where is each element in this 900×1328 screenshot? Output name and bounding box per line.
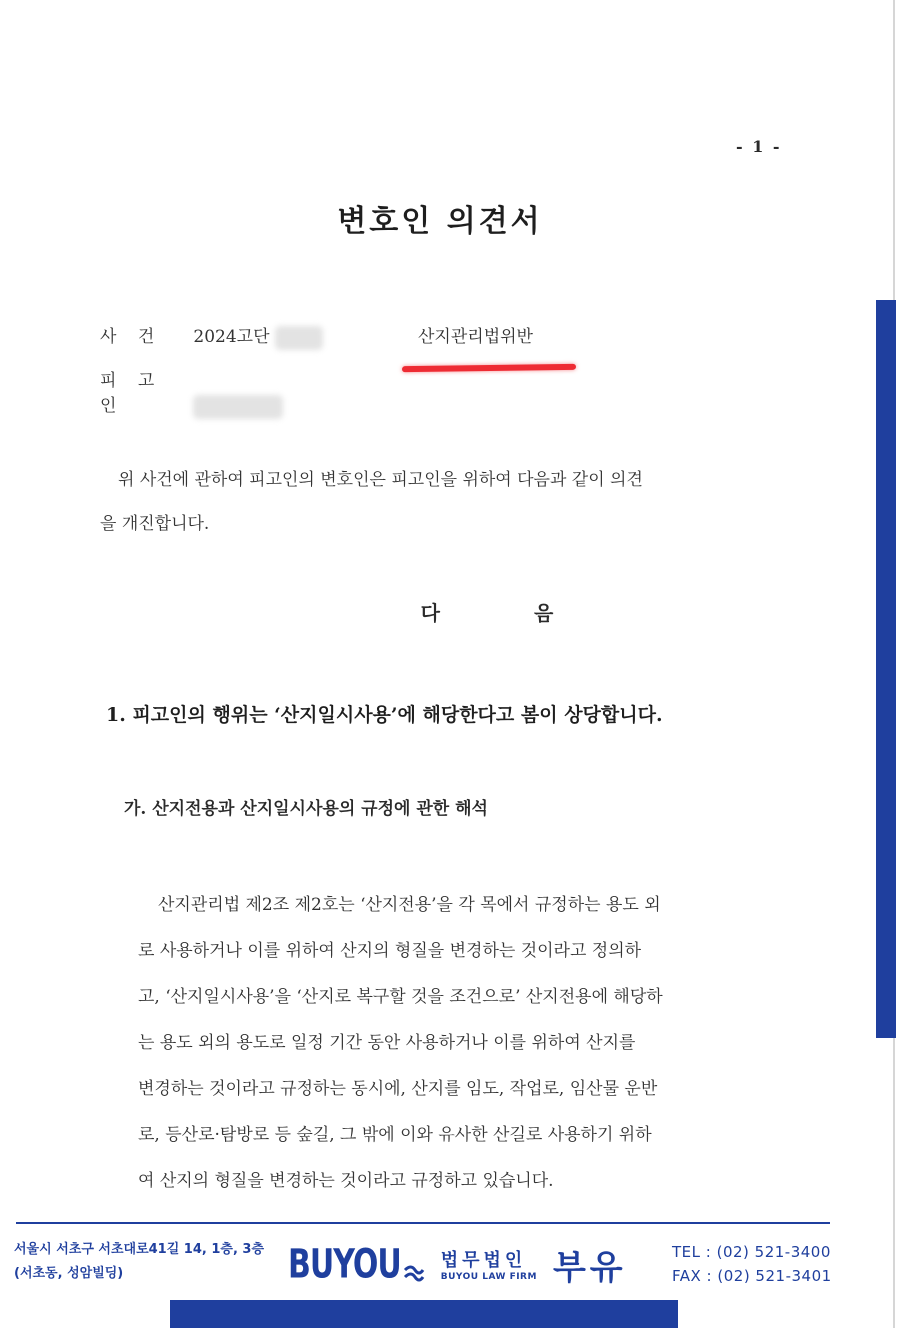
firm-type-ko: 법무법인 — [440, 1250, 527, 1271]
fax-number: FAX : (02) 521-3401 — [672, 1267, 832, 1285]
footer-contact — [672, 1240, 832, 1288]
defendant-row — [100, 366, 283, 419]
body-paragraph — [138, 882, 774, 1204]
defendant-label: 피 고 인 — [100, 371, 163, 416]
section-title: 다음 — [420, 601, 648, 625]
red-highlight-underline — [402, 364, 576, 372]
intro-line: 을 개진합니다. — [100, 514, 210, 534]
body-line: 고, ‘산지일시사용’을 ‘산지로 복구할 것을 조건으로’ 산지전용에 해당하 — [138, 987, 663, 1007]
case-row — [100, 322, 323, 350]
redacted-case-number — [275, 326, 323, 350]
case-label: 사 건 — [100, 327, 163, 347]
body-line: 는 용도 외의 용도로 일정 기간 동안 사용하거나 이를 위하여 산지를 — [138, 1033, 636, 1053]
firm-logo-text — [441, 1246, 537, 1282]
intro-line: 위 사건에 관하여 피고인의 변호인은 피고인을 위하여 다음과 같이 의견 — [118, 470, 643, 490]
document-title: 변호인 의견서 — [337, 204, 543, 239]
body-line: 로 사용하거나 이를 위하여 산지의 형질을 변경하는 것이라고 정의하 — [138, 941, 642, 961]
address-line: 서울시 서초구 서초대로41길 14, 1층, 3층 — [14, 1242, 265, 1257]
case-name: 산지관리법위반 — [418, 327, 533, 347]
side-accent-bar — [876, 300, 896, 1038]
firm-name-ko: 부유 — [552, 1247, 627, 1288]
firm-logo — [288, 1236, 627, 1292]
heading-2: 가. 산지전용과 산지일시사용의 규정에 관한 해석 — [124, 799, 488, 819]
body-line: 산지관리법 제2조 제2호는 ‘산지전용’을 각 목에서 규정하는 용도 외 — [158, 895, 661, 915]
case-number: 2024고단 — [193, 327, 270, 347]
page-number: - 1 - — [736, 137, 782, 156]
footer-address — [14, 1238, 264, 1286]
heading-1: 1. 피고인의 행위는 ‘산지일시사용’에 해당한다고 봄이 상당합니다. — [106, 704, 663, 726]
address-line: (서초동, 성암빌딩) — [14, 1266, 124, 1281]
tel-number: TEL : (02) 521-3400 — [672, 1243, 831, 1261]
footer-divider — [16, 1222, 830, 1224]
bottom-accent-bar — [170, 1300, 678, 1328]
body-line: 변경하는 것이라고 규정하는 동시에, 산지를 임도, 작업로, 임산물 운반 — [138, 1079, 658, 1099]
intro-paragraph — [100, 458, 780, 546]
redacted-defendant-name — [193, 395, 283, 419]
body-line: 여 산지의 형질을 변경하는 것이라고 규정하고 있습니다. — [138, 1171, 554, 1191]
firm-name-en: BUYOU LAW FIRM — [440, 1272, 537, 1282]
firm-logo-mark: BUYOU — [288, 1240, 401, 1288]
wave-logo-icon — [403, 1244, 425, 1284]
body-line: 로, 등산로·탐방로 등 숲길, 그 밖에 이와 유사한 산길로 사용하기 위하 — [138, 1125, 652, 1145]
